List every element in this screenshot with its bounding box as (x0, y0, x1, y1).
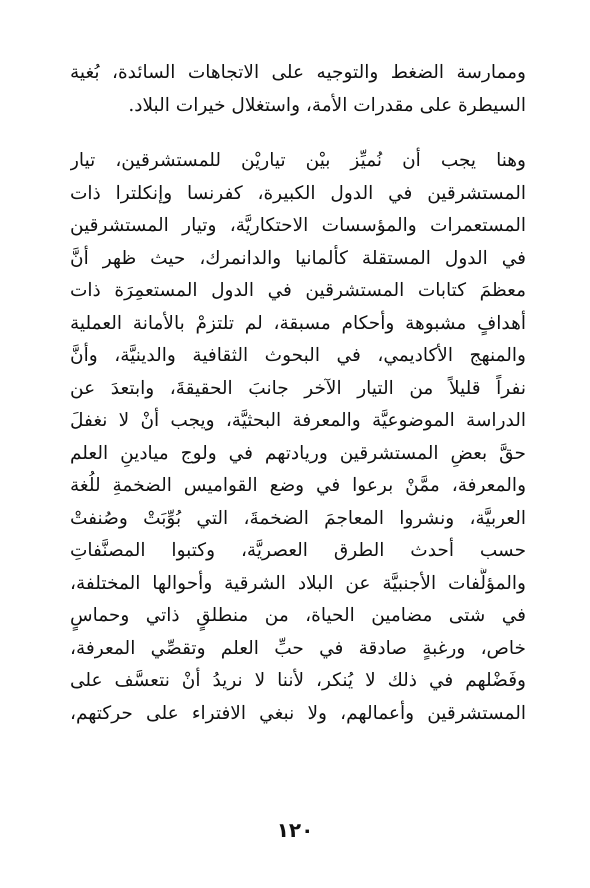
text-line: المستشرقين وأعمالهم، ولا نبغي الافتراء على حركتهم، (70, 702, 526, 724)
text-line: المستشرقين في الدول الكبيرة، كفرنسا وإنكلترا ذات (70, 182, 526, 204)
text-line: حقَّ بعضِ المستشرقين وريادتهم في ولوج ميادينِ العلم (70, 442, 526, 464)
text-line: والمؤلَّفات الأجنبيَّة عن البلاد الشرقية وأحوالها المختلفة، (70, 572, 526, 594)
text-line: المستعمرات والمؤسسات الاحتكاريَّة، وتيار المستشرقين (70, 215, 526, 236)
text-line: وفَضْلهم في ذلك لا يُنكر، لأننا لا نريدُ أنْ نتعسَّف على (70, 670, 526, 691)
text-line: معظمَ كتابات المستشرقين في الدول المستعمِرَة ذات (70, 280, 526, 301)
text-line: الدراسة الموضوعيَّة والمعرفة البحثيَّة، ويجب أنْ لا نغفلَ (70, 410, 526, 431)
text-line: في شتى مضامين الحياة، من منطلقٍ ذاتي وحماسٍ (70, 605, 526, 626)
text-line: السيطرة على مقدرات الأمة، واستغلال خيرات البلاد. (128, 94, 526, 116)
page-number: ١٢٠ (276, 818, 314, 842)
text-line: والمنهج الأكاديمي، في البحوث الثقافية والدينيَّة، وأنَّ (70, 345, 526, 366)
text-line: أهدافٍ مشبوهة وأحكام مسبقة، لم تلتزمْ بالأمانة العملية (70, 312, 526, 334)
text-line: في الدول المستقلة كألمانيا والدانمرك، حيث ظهر أنَّ (70, 247, 526, 269)
text-line: وهنا يجب أن نُميِّز بيْن تياريْن للمستشرقين، تيار (70, 150, 526, 171)
text-line: خاص، ورغبةٍ صادقة في حبِّ العلم وتقصِّي المعرفة، (70, 637, 526, 659)
paragraph-continuation (70, 57, 526, 122)
paragraph-orientalists (70, 145, 526, 730)
text-line: حسب أحدث الطرق العصريَّة، وكتبوا المصنَّفاتِ (70, 540, 526, 561)
text-line: وممارسة الضغط والتوجيه على الاتجاهات السائدة، بُغية (70, 62, 526, 83)
text-line: والمعرفة، ممَّنْ برعوا في وضع القواميس الضخمةِ للُغة (70, 475, 526, 496)
text-line: العربيَّة، ونشروا المعاجمَ الضخمةَ، التي بُوِّبَتْ وصُنفتْ (70, 507, 526, 529)
text-line: نفراً قليلاً من التيار الآخر جانبَ الحقيقةَ، وابتعدَ عن (70, 377, 526, 399)
